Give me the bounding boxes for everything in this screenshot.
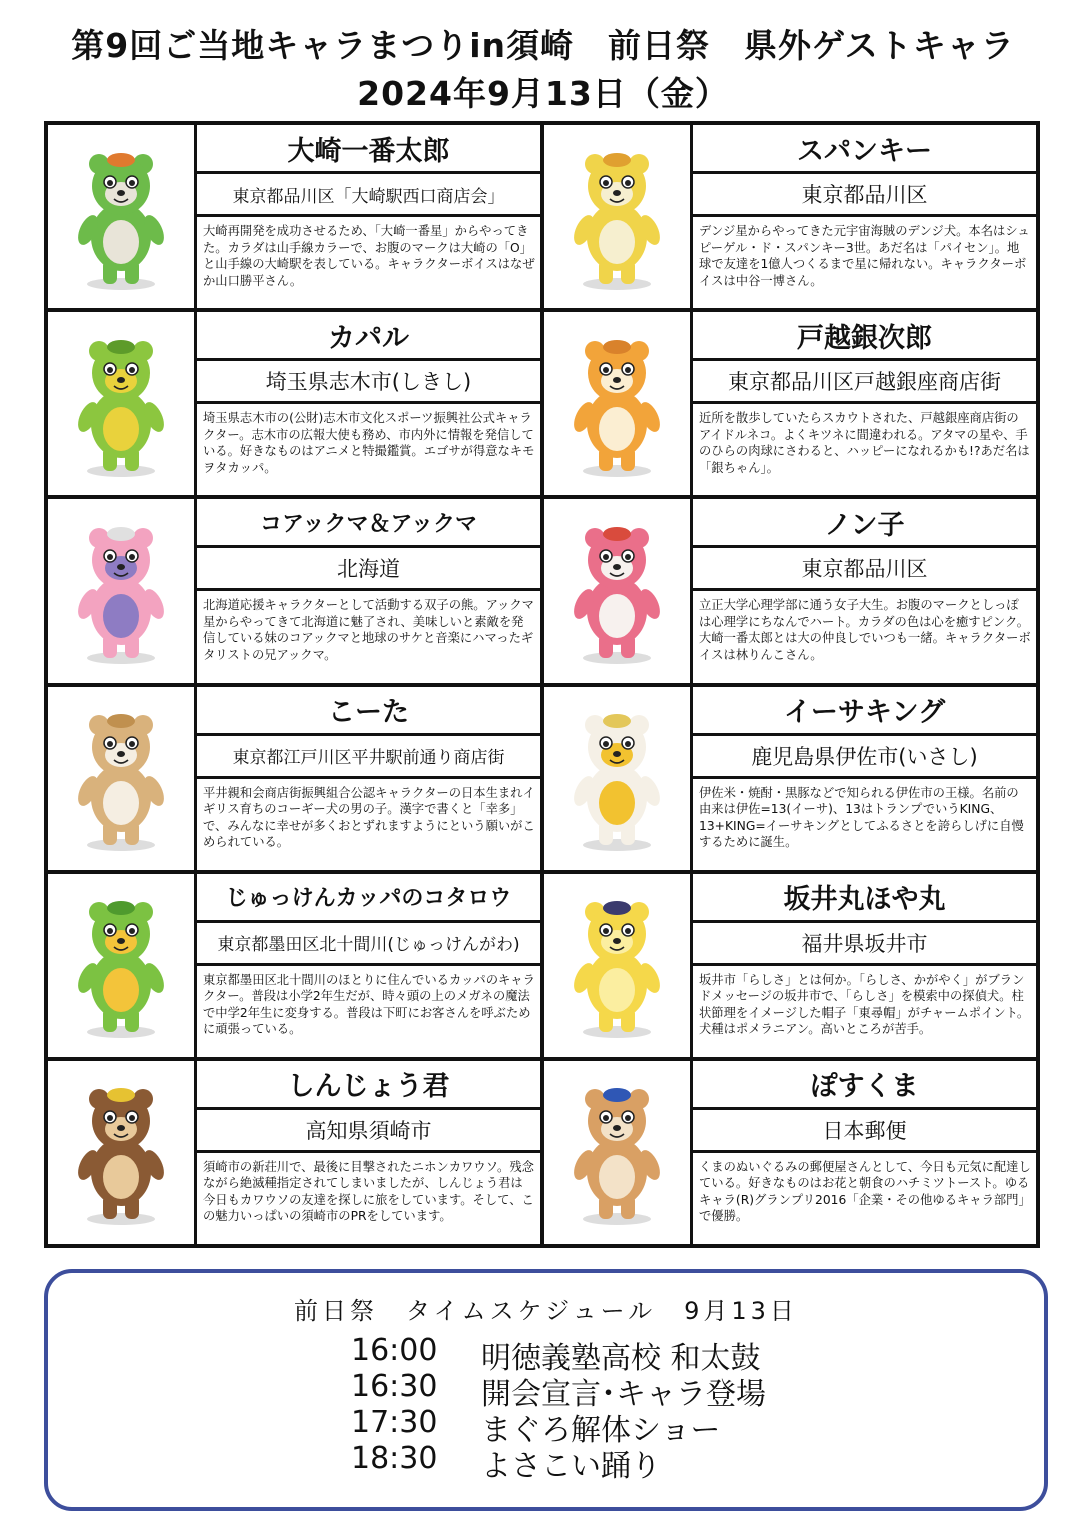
character-info bbox=[197, 499, 540, 682]
character-location: 東京都品川区戸越銀座商店街 bbox=[693, 361, 1036, 404]
schedule-time: 17:30 bbox=[351, 1405, 438, 1440]
mascot-photo bbox=[48, 687, 197, 870]
mascot-figure-icon bbox=[61, 703, 181, 853]
schedule-event: 明徳義塾高校 和太鼓 bbox=[481, 1341, 761, 1376]
character-location: 高知県須崎市 bbox=[197, 1110, 540, 1153]
character-info bbox=[693, 499, 1036, 682]
character-location: 東京都墨田区北十間川(じゅっけんがわ) bbox=[197, 923, 540, 966]
mascot-figure-icon bbox=[557, 703, 677, 853]
schedule-time: 18:30 bbox=[351, 1441, 438, 1476]
mascot-figure-icon bbox=[557, 142, 677, 292]
mascot-photo bbox=[48, 874, 197, 1057]
character-card bbox=[48, 499, 540, 682]
schedule-slot bbox=[351, 1441, 661, 1485]
schedule-event: よさこい踊り bbox=[481, 1449, 661, 1484]
character-name: カパル bbox=[197, 312, 540, 361]
mascot-figure-icon bbox=[61, 516, 181, 666]
character-info bbox=[197, 874, 540, 1057]
character-info bbox=[693, 1061, 1036, 1244]
mascot-photo bbox=[544, 312, 693, 495]
character-description: 平井親和会商店街振興組合公認キャラクターの日本生まれイギリス育ちのコーギー犬の男の子。漢字で書くと「幸多」で、みんなに幸せが多くおとずれますようにという願いがこめられている。 bbox=[203, 785, 535, 849]
character-description: 近所を散歩していたらスカウトされた、戸越銀座商店街のアイドルネコ。よくキツネに間違われる。アタマの星や、手のひらの肉球にさわると、ハッピーになれるかも!?あだ名は「銀ちゃん」。 bbox=[699, 411, 1030, 475]
character-location: 福井県坂井市 bbox=[693, 923, 1036, 966]
character-info bbox=[197, 687, 540, 870]
mascot-photo bbox=[48, 312, 197, 495]
character-name: しんじょう君 bbox=[197, 1061, 540, 1110]
character-name: 大崎一番太郎 bbox=[197, 125, 540, 174]
schedule-event: 開会宣言･キャラ登場 bbox=[481, 1377, 766, 1412]
character-name: ノン子 bbox=[693, 499, 1036, 548]
character-info bbox=[693, 312, 1036, 495]
mascot-figure-icon bbox=[557, 516, 677, 666]
character-card bbox=[544, 312, 1036, 495]
mascot-photo bbox=[544, 874, 693, 1057]
mascot-figure-icon bbox=[61, 329, 181, 479]
mascot-photo bbox=[48, 499, 197, 682]
character-name: こーた bbox=[197, 687, 540, 736]
mascot-figure-icon bbox=[61, 890, 181, 1040]
character-location: 日本郵便 bbox=[693, 1110, 1036, 1153]
character-card bbox=[48, 1061, 540, 1244]
mascot-photo bbox=[544, 499, 693, 682]
character-card bbox=[48, 687, 540, 870]
character-card bbox=[544, 687, 1036, 870]
character-description: 埼玉県志木市の(公財)志木市文化スポーツ振興社公式キャラクター。志木市の広報大使も務め、市内外に情報を発信している。好きなものはアニメと特撮鑑賞。エゴサが得意なキモヲタカッパ。 bbox=[203, 411, 535, 475]
character-location: 埼玉県志木市(しきし) bbox=[197, 361, 540, 404]
schedule-event: まぐろ解体ショー bbox=[481, 1413, 721, 1448]
schedule-heading: 前日祭 タイムスケジュール 9月13日 bbox=[294, 1297, 798, 1325]
character-name: ぽすくま bbox=[693, 1061, 1036, 1110]
character-card bbox=[544, 125, 1036, 308]
character-description: 東京都墨田区北十間川のほとりに住んでいるカッパのキャラクター。普段は小学2年生だが、時々頭の上のメガネの魔法で中学2年生に変身する。普段は下町にお客さんを呼ぶために頑張っている。 bbox=[203, 972, 535, 1037]
mascot-figure-icon bbox=[557, 329, 677, 479]
character-name: 戸越銀次郎 bbox=[693, 312, 1036, 361]
character-name: イーサキング bbox=[693, 687, 1036, 736]
mascot-figure-icon bbox=[61, 142, 181, 292]
character-card bbox=[48, 874, 540, 1057]
character-description: 大崎再開発を成功させるため、「大崎一番星」からやってきた。カラダは山手線カラーで、お腹のマークは大崎の「O」と山手線の大崎駅を表している。キャラクターボイスはなぜか山口勝平さん。 bbox=[203, 224, 535, 288]
character-info bbox=[693, 874, 1036, 1057]
character-name: じゅっけんカッパのコタロウ bbox=[197, 874, 540, 923]
character-location: 東京都品川区「大崎駅西口商店会」 bbox=[197, 174, 540, 217]
schedule-time: 16:00 bbox=[351, 1333, 438, 1368]
character-location: 北海道 bbox=[197, 548, 540, 591]
character-name: 坂井丸ほや丸 bbox=[693, 874, 1036, 923]
character-location: 鹿児島県伊佐市(いさし) bbox=[693, 736, 1036, 779]
mascot-figure-icon bbox=[557, 890, 677, 1040]
mascot-photo bbox=[544, 687, 693, 870]
character-card bbox=[48, 125, 540, 308]
character-info bbox=[197, 1061, 540, 1244]
mascot-photo bbox=[544, 125, 693, 308]
character-description: 伊佐米・焼酎・黒豚などで知られる伊佐市の王様。名前の由来は伊佐=13(イーサ)、13はトランプでいうKING、13+KING=イーサキングとしてふるさとを誇らしげに自慢するために誕生。 bbox=[699, 785, 1024, 849]
mascot-figure-icon bbox=[61, 1077, 181, 1227]
character-info bbox=[197, 312, 540, 495]
mascot-figure-icon bbox=[557, 1077, 677, 1227]
schedule-time: 16:30 bbox=[351, 1369, 438, 1404]
character-description: くまのぬいぐるみの郵便屋さんとして、今日も元気に配達している。好きなものはお花と朝食のハチミツトースト。ゆるキャラ(R)グランプリ2016「企業・その他ゆるキャラ部門」で優勝。 bbox=[699, 1159, 1031, 1224]
character-description: デンジ星からやってきた元宇宙海賊のデンジ犬。本名はシュピーゲル・ド・スパンキー3世。あだ名は「パイセン」。地球で友達を1億人つくるまで星に帰れない。キャラクターボイスは中谷一博さん。 bbox=[699, 224, 1030, 288]
page-title: 第9回ご当地キャラまつりin須崎 前日祭 県外ゲストキャラ bbox=[71, 26, 1015, 65]
character-info bbox=[693, 687, 1036, 870]
character-card bbox=[544, 874, 1036, 1057]
character-card bbox=[544, 1061, 1036, 1244]
character-description: 須崎市の新荘川で、最後に目撃されたニホンカワウソ。残念ながら絶滅種指定されてしまいましたが、しんじょう君は今日もカワウソの友達を探しに旅をしています。そして、この魅力いっぱいの須崎市のPRをしています。 bbox=[203, 1159, 534, 1224]
character-location: 東京都品川区 bbox=[693, 174, 1036, 217]
character-card bbox=[48, 312, 540, 495]
character-description: 立正大学心理学部に通う女子大生。お腹のマークとしっぽは心理学にちなんでハート。カラダの色は心を癒すピンク。大崎一番太郎とは大の仲良しでいつも一緒。キャラクターボイスは林りんこさん。 bbox=[699, 598, 1031, 662]
event-date: 2024年9月13日（金） bbox=[357, 74, 729, 113]
schedule-box bbox=[44, 1269, 1048, 1511]
character-name: コアックマ＆アックマ bbox=[197, 499, 540, 548]
character-description: 坂井市「らしさ」とは何か。「らしさ、かがやく」がブランドメッセージの坂井市で、「らしさ」を模索中の探偵犬。柱状節理をイメージした帽子「東尋帽」がチャームポイント。犬種はポメラニアン。高いところが苦手。 bbox=[699, 972, 1030, 1037]
character-info bbox=[197, 125, 540, 308]
mascot-photo bbox=[48, 1061, 197, 1244]
character-card bbox=[544, 499, 1036, 682]
mascot-photo bbox=[544, 1061, 693, 1244]
character-description: 北海道応援キャラクターとして活動する双子の熊。アックマ星からやってきて北海道に魅了され、美味しいと素敵を発信している妹のコアックマと地球のサケと音楽にハマったギタリストの兄アックマ。 bbox=[203, 598, 534, 662]
character-name: スパンキー bbox=[693, 125, 1036, 174]
character-grid bbox=[44, 121, 1040, 1248]
character-location: 東京都品川区 bbox=[693, 548, 1036, 591]
character-location: 東京都江戸川区平井駅前通り商店街 bbox=[197, 736, 540, 779]
mascot-photo bbox=[48, 125, 197, 308]
character-info bbox=[693, 125, 1036, 308]
